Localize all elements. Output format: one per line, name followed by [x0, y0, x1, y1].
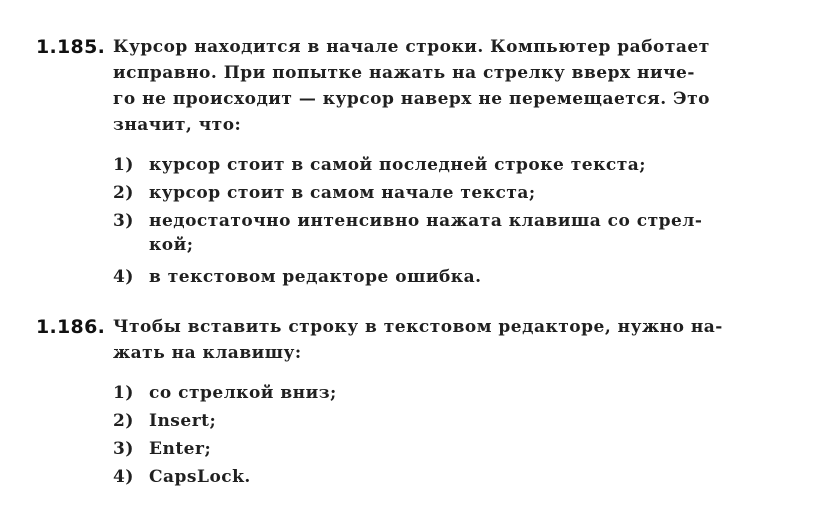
option-text: CapsLock. [149, 467, 251, 487]
option-number: 2) [113, 183, 134, 203]
answer-option [113, 152, 646, 178]
option-text-continuation: кой; [149, 235, 194, 255]
problem-number: 1.186. [36, 316, 106, 338]
answer-option [113, 208, 702, 234]
option-text: со стрелкой вниз; [149, 383, 337, 403]
problem-text-line: го не происходит — курсор наверх не перемещается. Это [113, 89, 710, 109]
option-text: в текстовом редакторе ошибка. [149, 267, 482, 287]
answer-option [113, 436, 211, 462]
option-text: Insert; [149, 411, 217, 431]
problem-text-line: Чтобы вставить строку в текстовом редакторе, нужно на- [113, 317, 723, 337]
option-text: курсор стоит в самой последней строке текста; [149, 155, 647, 175]
answer-option [113, 264, 482, 290]
problem-text-line: значит, что: [113, 115, 242, 135]
option-number: 4) [113, 267, 134, 287]
answer-option [113, 464, 251, 490]
answer-option [113, 408, 216, 434]
option-text: недостаточно интенсивно нажата клавиша со стрел- [149, 211, 703, 231]
option-number: 3) [113, 439, 134, 459]
answer-option [113, 180, 536, 206]
option-number: 2) [113, 411, 134, 431]
option-number: 3) [113, 211, 134, 231]
option-text: Enter; [149, 439, 212, 459]
problem-text-line: исправно. При попытке нажать на стрелку вверх ниче- [113, 63, 695, 83]
option-number: 4) [113, 467, 134, 487]
problem-text-line: Курсор находится в начале строки. Компьютер работает [113, 37, 710, 57]
option-number: 1) [113, 383, 134, 403]
problem-text-line: жать на клавишу: [113, 343, 302, 363]
answer-option [113, 380, 337, 406]
option-text: курсор стоит в самом начале текста; [149, 183, 536, 203]
problem-number: 1.185. [36, 36, 106, 58]
option-number: 1) [113, 155, 134, 175]
